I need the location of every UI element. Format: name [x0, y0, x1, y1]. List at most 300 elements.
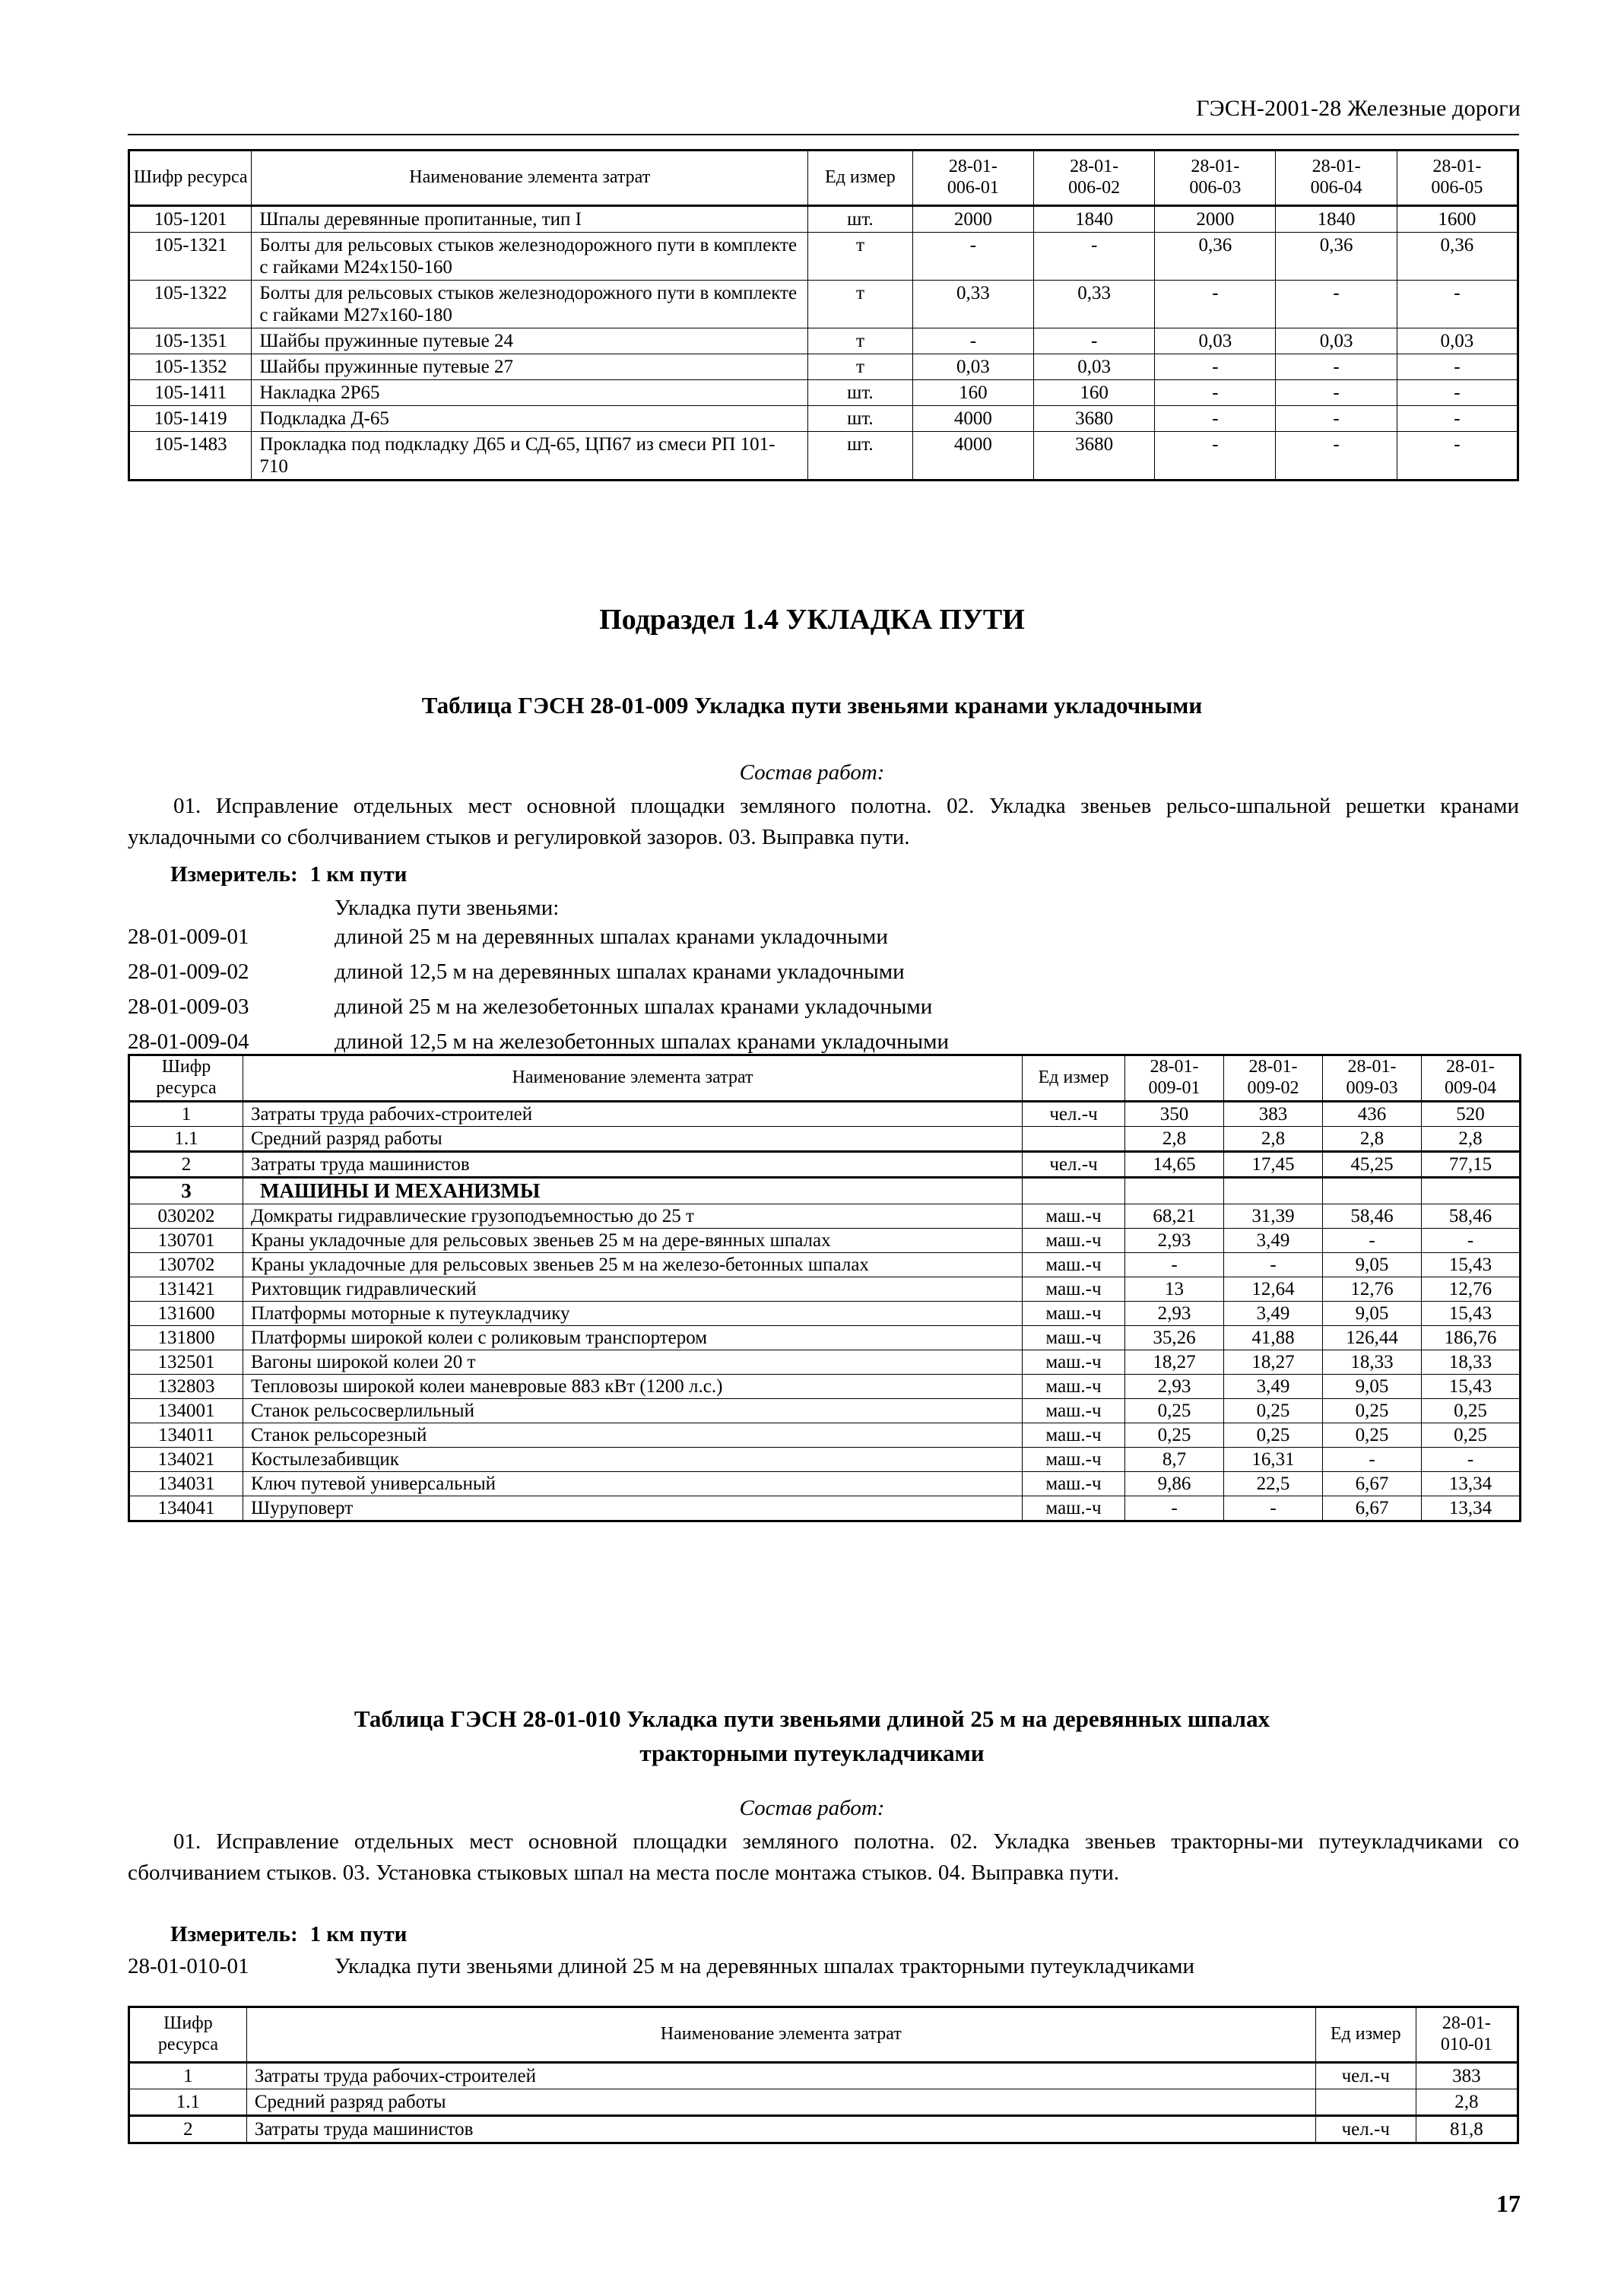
- col-header-code: Шифр ресурса: [129, 151, 252, 206]
- running-header: ГЭСН-2001-28 Железные дороги: [1196, 96, 1521, 121]
- cell-value-4: 15,43: [1422, 1374, 1521, 1398]
- cell-value-2: 18,27: [1224, 1350, 1323, 1374]
- table-row: [129, 205, 1518, 232]
- izmeritel-value: 1 км пути: [309, 862, 408, 887]
- cell-value-1: 18,27: [1125, 1350, 1224, 1374]
- cell-value-1: 0,03: [912, 354, 1033, 379]
- cell-value-3: -: [1323, 1447, 1422, 1471]
- page-number: 17: [1496, 2190, 1521, 2217]
- cell-value-1: 160: [912, 379, 1033, 405]
- cell-value-1: 4000: [912, 431, 1033, 480]
- variant-code: 28-01-009-04: [128, 1029, 249, 1054]
- cell-element-name: Накладка 2Р65: [252, 379, 808, 405]
- table-row: [129, 1101, 1521, 1126]
- col-header-unit: Ед измер: [808, 151, 913, 206]
- cell-resource-code: 105-1201: [129, 205, 252, 232]
- cell-element-name: Станок рельсосверлильный: [243, 1398, 1023, 1423]
- cell-value-2: -: [1224, 1496, 1323, 1521]
- cell-resource-code: 134001: [129, 1398, 243, 1423]
- cell-element-name: Подкладка Д-65: [252, 405, 808, 431]
- cell-unit: т: [808, 280, 913, 328]
- cell-unit: [1023, 1126, 1125, 1151]
- cell-element-name: Шпалы деревянные пропитанные, тип I: [252, 205, 808, 232]
- cell-element-name: Вагоны широкой колеи 20 т: [243, 1350, 1023, 1374]
- table-row: [129, 280, 1518, 328]
- table-row: [129, 1350, 1521, 1374]
- cell-unit: маш.-ч: [1023, 1471, 1125, 1496]
- sostav-body-010: [128, 1826, 1519, 1889]
- cell-value-1: 0,25: [1125, 1398, 1224, 1423]
- cell-value-1: 383: [1416, 2062, 1518, 2089]
- cell-value-5: 0,03: [1397, 328, 1518, 354]
- cell-value-4: 186,76: [1422, 1325, 1521, 1350]
- cell-element-name: Рихтовщик гидравлический: [243, 1277, 1023, 1301]
- cell-value-2: 0,25: [1224, 1398, 1323, 1423]
- col-header-name: Наименование элемента затрат: [243, 1055, 1023, 1102]
- code-line-1: 28-01-: [1191, 157, 1240, 176]
- cell-value-4: -: [1422, 1447, 1521, 1471]
- list-item: [128, 996, 1519, 1031]
- cell-value-4: 0,03: [1276, 328, 1397, 354]
- col-header-value-2: [1034, 151, 1155, 206]
- cell-value-4: 18,33: [1422, 1350, 1521, 1374]
- cell-unit: т: [808, 328, 913, 354]
- cell-value-3: 45,25: [1323, 1151, 1422, 1177]
- variant-text: длиной 25 м на деревянных шпалах кранами укладочными: [335, 925, 888, 949]
- cell-value-3: -: [1155, 280, 1276, 328]
- cell-value-1: -: [1125, 1496, 1224, 1521]
- cell-value-4: 13,34: [1422, 1471, 1521, 1496]
- cell-value-3: -: [1155, 431, 1276, 480]
- cell-value-1: 0,25: [1125, 1423, 1224, 1447]
- cell-unit: т: [808, 232, 913, 280]
- cell-unit: [1315, 2089, 1416, 2115]
- cell-value-3: 9,05: [1323, 1252, 1422, 1277]
- cell-value-1: 14,65: [1125, 1151, 1224, 1177]
- cell-value-5: -: [1397, 405, 1518, 431]
- list-item: [128, 926, 1519, 961]
- cell-resource-code: 134021: [129, 1447, 243, 1471]
- cell-value-2: 41,88: [1224, 1325, 1323, 1350]
- list-item: [128, 961, 1519, 996]
- cell-element-name: Станок рельсорезный: [243, 1423, 1023, 1447]
- col-header-value-3: [1323, 1055, 1422, 1102]
- cell-value-2: 22,5: [1224, 1471, 1323, 1496]
- cell-value-2: 2,8: [1224, 1126, 1323, 1151]
- cell-unit: маш.-ч: [1023, 1447, 1125, 1471]
- cell-value-2: 3680: [1034, 405, 1155, 431]
- code-line-1: 28-01-: [1446, 1057, 1495, 1077]
- code-line-2: 010-01: [1440, 2034, 1492, 2054]
- code-line-2: 009-03: [1346, 1077, 1398, 1098]
- cell-value-2: -: [1034, 328, 1155, 354]
- izmeritel-label: Измеритель:: [170, 862, 298, 887]
- cell-value-4: 0,36: [1276, 232, 1397, 280]
- cell-resource-code: 134011: [129, 1423, 243, 1447]
- cell-value-4: 58,46: [1422, 1204, 1521, 1228]
- cell-element-name: Тепловозы широкой колеи маневровые 883 кВт (1200 л.с.): [243, 1374, 1023, 1398]
- cell-value-5: 0,36: [1397, 232, 1518, 280]
- col-header-value-1: [1416, 2007, 1518, 2063]
- table-row: [129, 405, 1518, 431]
- code-line-2: 006-02: [1068, 177, 1121, 198]
- sostav-label-010: Состав работ:: [739, 1796, 885, 1820]
- cell-resource-code: 131600: [129, 1301, 243, 1325]
- table-row: [129, 328, 1518, 354]
- cell-value-2: 160: [1034, 379, 1155, 405]
- table-row: [129, 1423, 1521, 1447]
- code-line-1: 28-01-: [1432, 157, 1482, 176]
- cell-element-name: Платформы моторные к путеукладчику: [243, 1301, 1023, 1325]
- col-header-value-5: [1397, 151, 1518, 206]
- cell-value-4: -: [1276, 379, 1397, 405]
- cell-value-1: [1125, 1177, 1224, 1204]
- variant-code: 28-01-009-02: [128, 960, 249, 984]
- cell-value-2: 3,49: [1224, 1301, 1323, 1325]
- col-header-unit: Ед измер: [1023, 1055, 1125, 1102]
- cell-resource-code: 1: [129, 1101, 243, 1126]
- code-line-1: 28-01-: [1248, 1057, 1298, 1077]
- variant-code: 28-01-009-03: [128, 995, 249, 1019]
- cell-element-name: Ключ путевой универсальный: [243, 1471, 1023, 1496]
- cell-value-1: 8,7: [1125, 1447, 1224, 1471]
- table-header-row: [129, 1055, 1521, 1102]
- cell-value-4: 520: [1422, 1101, 1521, 1126]
- cell-value-2: 0,33: [1034, 280, 1155, 328]
- variant-code: 28-01-009-01: [128, 925, 249, 949]
- cell-value-1: 68,21: [1125, 1204, 1224, 1228]
- table-row: [129, 1252, 1521, 1277]
- cell-element-name: Домкраты гидравлические грузоподъемностью до 25 т: [243, 1204, 1023, 1228]
- cell-element-name: Краны укладочные для рельсовых звеньев 25 м на железо-бетонных шпалах: [243, 1252, 1023, 1277]
- cell-unit: маш.-ч: [1023, 1252, 1125, 1277]
- cell-value-4: -: [1276, 431, 1397, 480]
- table-row: [129, 1177, 1521, 1204]
- cell-element-name: Шайбы пружинные путевые 27: [252, 354, 808, 379]
- col-header-value-2: [1224, 1055, 1323, 1102]
- col-header-code: Шифр ресурса: [129, 2007, 247, 2063]
- code-line-1: 28-01-: [1442, 2013, 1491, 2033]
- table-title-010-line1: Таблица ГЭСН 28-01-010 Укладка пути звеньями длиной 25 м на деревянных шпалах: [354, 1705, 1270, 1732]
- cell-resource-code: 1.1: [129, 1126, 243, 1151]
- table-row: [129, 2062, 1518, 2089]
- cell-element-name: Платформы широкой колеи с роликовым транспортером: [243, 1325, 1023, 1350]
- sostav-text-010: 01. Исправление отдельных мест основной площадки земляного полотна. 02. Укладка звеньев тракторны-ми путеукладчиками со сболчиванием стыков. 03. Установка стыковых шпал на места после монтажа стыков. 04. Выправка пути.: [128, 1829, 1519, 1886]
- cell-element-name: Болты для рельсовых стыков железнодорожного пути в комплекте с гайками М24х150-160: [252, 232, 808, 280]
- cell-resource-code: 132803: [129, 1374, 243, 1398]
- col-header-value-4: [1422, 1055, 1521, 1102]
- cell-value-4: -: [1422, 1228, 1521, 1252]
- table-row: [129, 431, 1518, 480]
- cell-value-5: -: [1397, 431, 1518, 480]
- cell-unit: шт.: [808, 405, 913, 431]
- cell-value-3: -: [1155, 379, 1276, 405]
- code-line-2: 009-01: [1148, 1077, 1201, 1098]
- table-row: [129, 1398, 1521, 1423]
- sostav-text-009: 01. Исправление отдельных мест основной площадки земляного полотна. 02. Укладка звеньев рельсо-шпальной решетки кранами укладочными со сболчиванием стыков и регулировкой зазоров. 03. Выправка пути.: [128, 794, 1519, 850]
- cell-unit: маш.-ч: [1023, 1398, 1125, 1423]
- cell-value-1: -: [912, 328, 1033, 354]
- table-header-row: [129, 2007, 1518, 2063]
- cell-value-2: 3,49: [1224, 1374, 1323, 1398]
- col-header-name: Наименование элемента затрат: [246, 2007, 1315, 2063]
- cell-resource-code: 105-1483: [129, 431, 252, 480]
- cell-unit: шт.: [808, 205, 913, 232]
- table-row: [129, 1301, 1521, 1325]
- cell-unit: чел.-ч: [1023, 1151, 1125, 1177]
- table-header-row: [129, 151, 1518, 206]
- table-row: [129, 1374, 1521, 1398]
- cell-resource-code: 105-1411: [129, 379, 252, 405]
- variant-text: Укладка пути звеньями длиной 25 м на деревянных шпалах тракторными путеукладчиками: [335, 1954, 1195, 1978]
- cell-value-3: 0,36: [1155, 232, 1276, 280]
- cell-value-3: [1323, 1177, 1422, 1204]
- cell-value-2: 17,45: [1224, 1151, 1323, 1177]
- cell-value-1: 13: [1125, 1277, 1224, 1301]
- cell-value-3: 0,03: [1155, 328, 1276, 354]
- col-header-unit: Ед измер: [1315, 2007, 1416, 2063]
- cell-value-1: 9,86: [1125, 1471, 1224, 1496]
- code-line-2: 009-02: [1247, 1077, 1299, 1098]
- cell-value-1: 2,8: [1125, 1126, 1224, 1151]
- cell-value-2: -: [1034, 232, 1155, 280]
- table-title-010-line2: тракторными путеукладчиками: [639, 1739, 985, 1766]
- cell-value-3: 436: [1323, 1101, 1422, 1126]
- variant-text: длиной 25 м на железобетонных шпалах кранами укладочными: [335, 995, 933, 1019]
- izmeritel-value: 1 км пути: [309, 1922, 408, 1946]
- table-row: [129, 1204, 1521, 1228]
- cell-value-1: 2000: [912, 205, 1033, 232]
- cell-unit: чел.-ч: [1315, 2062, 1416, 2089]
- cell-value-1: 2,93: [1125, 1301, 1224, 1325]
- col-header-code: Шифр ресурса: [129, 1055, 243, 1102]
- cell-value-1: 35,26: [1125, 1325, 1224, 1350]
- col-header-value-4: [1276, 151, 1397, 206]
- cell-element-name: Краны укладочные для рельсовых звеньев 25 м на дере-вянных шпалах: [243, 1228, 1023, 1252]
- cell-value-3: 2000: [1155, 205, 1276, 232]
- cell-resource-code: 131800: [129, 1325, 243, 1350]
- cell-unit: маш.-ч: [1023, 1374, 1125, 1398]
- cell-element-name: Прокладка под подкладку Д65 и СД-65, ЦП67 из смеси РП 101-710: [252, 431, 808, 480]
- code-line-1: 28-01-: [1312, 157, 1361, 176]
- cell-unit: маш.-ч: [1023, 1496, 1125, 1521]
- cell-value-3: 58,46: [1323, 1204, 1422, 1228]
- cell-unit: чел.-ч: [1315, 2115, 1416, 2143]
- cell-element-name: Шайбы пружинные путевые 24: [252, 328, 808, 354]
- table-row: [129, 2115, 1518, 2143]
- cell-value-2: [1224, 1177, 1323, 1204]
- sostav-body-009: [128, 791, 1519, 853]
- cell-unit: [1023, 1177, 1125, 1204]
- table-row: [129, 1277, 1521, 1301]
- cell-unit: чел.-ч: [1023, 1101, 1125, 1126]
- cell-value-1: -: [1125, 1252, 1224, 1277]
- header-rule: [128, 134, 1519, 135]
- cell-value-2: 0,25: [1224, 1423, 1323, 1447]
- resource-table-010: [128, 2006, 1519, 2144]
- cell-value-3: 12,76: [1323, 1277, 1422, 1301]
- cell-value-2: 3,49: [1224, 1228, 1323, 1252]
- cell-resource-code: 030202: [129, 1204, 243, 1228]
- cell-resource-code: 132501: [129, 1350, 243, 1374]
- table-2-body: [129, 1055, 1521, 1521]
- table-row: [129, 379, 1518, 405]
- table-title-009: Таблица ГЭСН 28-01-009 Укладка пути звеньями кранами укладочными: [421, 692, 1203, 719]
- cell-value-3: 9,05: [1323, 1374, 1422, 1398]
- cell-value-3: 2,8: [1323, 1126, 1422, 1151]
- code-line-1: 28-01-: [1347, 1057, 1397, 1077]
- cell-value-5: 1600: [1397, 205, 1518, 232]
- cell-unit: маш.-ч: [1023, 1204, 1125, 1228]
- cell-resource-code: 1.1: [129, 2089, 247, 2115]
- cell-value-4: 0,25: [1422, 1398, 1521, 1423]
- cell-value-3: 126,44: [1323, 1325, 1422, 1350]
- cell-value-4: -: [1276, 405, 1397, 431]
- izmeritel-009: [170, 862, 407, 887]
- izmeritel-label: Измеритель:: [170, 1922, 298, 1946]
- code-line-2: 006-04: [1310, 177, 1362, 198]
- cell-element-name: Затраты труда машинистов: [246, 2115, 1315, 2143]
- cell-value-2: 3680: [1034, 431, 1155, 480]
- cell-resource-code: 131421: [129, 1277, 243, 1301]
- cell-value-4: 12,76: [1422, 1277, 1521, 1301]
- cell-value-1: 81,8: [1416, 2115, 1518, 2143]
- cell-value-3: -: [1323, 1228, 1422, 1252]
- cell-unit: шт.: [808, 379, 913, 405]
- cell-resource-code: 134031: [129, 1471, 243, 1496]
- table-row: [129, 1471, 1521, 1496]
- table-row: [129, 1447, 1521, 1471]
- cell-value-4: 1840: [1276, 205, 1397, 232]
- col-header-value-1: [1125, 1055, 1224, 1102]
- variant-list-009: [128, 926, 1519, 1066]
- cell-value-3: 6,67: [1323, 1496, 1422, 1521]
- cell-resource-code: 130702: [129, 1252, 243, 1277]
- cell-value-4: 2,8: [1422, 1126, 1521, 1151]
- cell-value-2: -: [1224, 1252, 1323, 1277]
- cell-element-name: Затраты труда рабочих-строителей: [243, 1101, 1023, 1126]
- resource-table-009: [128, 1054, 1521, 1522]
- cell-value-5: -: [1397, 354, 1518, 379]
- code-line-2: 006-01: [947, 177, 999, 198]
- code-line-1: 28-01-: [1150, 1057, 1199, 1077]
- code-line-1: 28-01-: [948, 157, 998, 176]
- list-item: [128, 1956, 1519, 1991]
- cell-unit: маш.-ч: [1023, 1228, 1125, 1252]
- cell-element-name: Затраты труда машинистов: [243, 1151, 1023, 1177]
- variant-text: длиной 12,5 м на железобетонных шпалах кранами укладочными: [335, 1029, 950, 1054]
- cell-value-5: -: [1397, 379, 1518, 405]
- cell-value-2: 383: [1224, 1101, 1323, 1126]
- cell-element-name: Затраты труда рабочих-строителей: [246, 2062, 1315, 2089]
- cell-value-1: 350: [1125, 1101, 1224, 1126]
- cell-resource-code: 105-1351: [129, 328, 252, 354]
- table-row: [129, 1151, 1521, 1177]
- table-row: [129, 1228, 1521, 1252]
- subsection-title: Подраздел 1.4 УКЛАДКА ПУТИ: [599, 604, 1025, 636]
- col-header-value-3: [1155, 151, 1276, 206]
- cell-value-4: 15,43: [1422, 1301, 1521, 1325]
- cell-value-3: 9,05: [1323, 1301, 1422, 1325]
- table-row: [129, 2089, 1518, 2115]
- cell-element-name: Средний разряд работы: [243, 1126, 1023, 1151]
- cell-value-3: 0,25: [1323, 1398, 1422, 1423]
- cell-value-2: 31,39: [1224, 1204, 1323, 1228]
- cell-value-2: 1840: [1034, 205, 1155, 232]
- cell-value-4: 77,15: [1422, 1151, 1521, 1177]
- table-title-010: [0, 1702, 1624, 1771]
- cell-value-4: -: [1276, 280, 1397, 328]
- cell-resource-code: 105-1352: [129, 354, 252, 379]
- cell-value-3: 18,33: [1323, 1350, 1422, 1374]
- cell-resource-code: 105-1321: [129, 232, 252, 280]
- cell-value-5: -: [1397, 280, 1518, 328]
- code-line-2: 006-03: [1189, 177, 1242, 198]
- cell-value-2: 12,64: [1224, 1277, 1323, 1301]
- cell-unit: маш.-ч: [1023, 1325, 1125, 1350]
- variant-code: 28-01-010-01: [128, 1954, 249, 1978]
- code-line-2: 009-04: [1445, 1077, 1496, 1098]
- cell-value-4: 15,43: [1422, 1252, 1521, 1277]
- cell-resource-code: 1: [129, 2062, 247, 2089]
- izmeritel-010: [170, 1922, 407, 1947]
- cell-value-1: 2,8: [1416, 2089, 1518, 2115]
- resource-table-006: [128, 149, 1519, 481]
- cell-resource-code: 130701: [129, 1228, 243, 1252]
- code-line-1: 28-01-: [1070, 157, 1119, 176]
- table-row: [129, 1325, 1521, 1350]
- cell-value-1: 2,93: [1125, 1374, 1224, 1398]
- cell-value-1: 4000: [912, 405, 1033, 431]
- cell-resource-code: 2: [129, 1151, 243, 1177]
- table-row: [129, 232, 1518, 280]
- table-row: [129, 1126, 1521, 1151]
- variant-list-010: [128, 1956, 1519, 1991]
- col-header-name: Наименование элемента затрат: [252, 151, 808, 206]
- cell-value-3: -: [1155, 405, 1276, 431]
- cell-value-1: -: [912, 232, 1033, 280]
- cell-resource-code: 105-1419: [129, 405, 252, 431]
- table-row: [129, 1496, 1521, 1521]
- table-3-body: [129, 2007, 1518, 2143]
- cell-element-name: Болты для рельсовых стыков железнодорожного пути в комплекте с гайками М27х160-180: [252, 280, 808, 328]
- cell-value-3: 6,67: [1323, 1471, 1422, 1496]
- code-line-2: 006-05: [1431, 177, 1483, 198]
- cell-value-4: -: [1276, 354, 1397, 379]
- cell-unit: маш.-ч: [1023, 1301, 1125, 1325]
- table-1-body: [129, 151, 1518, 481]
- cell-element-name: Средний разряд работы: [246, 2089, 1315, 2115]
- cell-value-1: 2,93: [1125, 1228, 1224, 1252]
- cell-unit: т: [808, 354, 913, 379]
- cell-unit: маш.-ч: [1023, 1277, 1125, 1301]
- cell-value-3: 0,25: [1323, 1423, 1422, 1447]
- cell-value-1: 0,33: [912, 280, 1033, 328]
- cell-value-4: 0,25: [1422, 1423, 1521, 1447]
- cell-resource-code: 3: [129, 1177, 243, 1204]
- variant-text: длиной 12,5 м на деревянных шпалах кранами укладочными: [335, 960, 905, 984]
- col-header-value-1: [912, 151, 1033, 206]
- cell-element-name: МАШИНЫ И МЕХАНИЗМЫ: [243, 1177, 1023, 1204]
- cell-value-4: 13,34: [1422, 1496, 1521, 1521]
- cell-value-2: 16,31: [1224, 1447, 1323, 1471]
- cell-resource-code: 105-1322: [129, 280, 252, 328]
- cell-element-name: Шуруповерт: [243, 1496, 1023, 1521]
- cell-value-3: -: [1155, 354, 1276, 379]
- cell-unit: шт.: [808, 431, 913, 480]
- cell-element-name: Костылезабивщик: [243, 1447, 1023, 1471]
- variants-lead-in-009: Укладка пути звеньями:: [335, 896, 560, 920]
